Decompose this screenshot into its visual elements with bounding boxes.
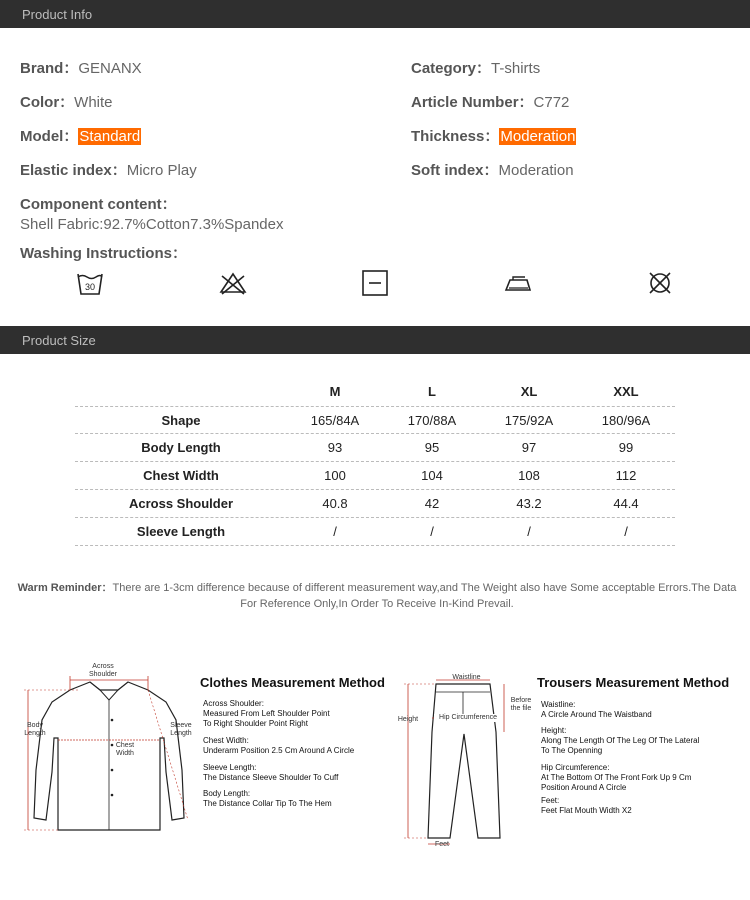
- table-row: Body Length 93 95 97 99: [75, 434, 675, 462]
- label-feet: Feet: [434, 841, 449, 848]
- label-body-length: Body Length: [24, 722, 46, 737]
- attr-soft-index: Soft index：Moderation: [411, 162, 574, 179]
- trousers-method-item: Hip Circumference: At The Bottom Of The Front Fork Up 9 Cm Position Around A Circle: [541, 763, 692, 792]
- clothes-method-item: Across Shoulder: Measured From Left Shoulder Point To Right Shoulder Point Right: [203, 699, 330, 728]
- clothes-method-item: Body Length: The Distance Collar Tip To The Hem: [203, 789, 332, 808]
- label-chest-width: Chest Width: [115, 742, 135, 757]
- product-info-title: Product Info: [22, 7, 93, 22]
- no-bleach-icon: [218, 268, 248, 298]
- size-header-m: M: [329, 384, 341, 399]
- label-before-file: Before the file: [510, 697, 532, 712]
- trousers-method-item: Feet: Feet Flat Mouth Width X2: [541, 796, 632, 815]
- svg-text:30: 30: [84, 282, 96, 292]
- label-waistline: Waistline: [452, 674, 481, 681]
- label-height: Height: [397, 716, 419, 723]
- table-row: Across Shoulder 40.8 42 43.2 44.4: [75, 490, 675, 518]
- attr-thickness: Thickness：Moderation: [411, 128, 576, 145]
- attr-brand: Brand：GENANX: [20, 60, 142, 77]
- dry-flat-icon: [360, 268, 390, 298]
- clothes-method-item: Sleeve Length: The Distance Sleeve Shoulder To Cuff: [203, 763, 339, 782]
- washing-label: Washing Instructions：: [20, 245, 187, 262]
- table-row: Shape 165/84A 170/88A 175/92A 180/96A: [75, 406, 675, 434]
- wash-30-icon: [75, 268, 105, 298]
- table-row: Sleeve Length / / / /: [75, 518, 675, 546]
- product-size-title: Product Size: [22, 333, 96, 348]
- attr-elastic-index: Elastic index：Micro Play: [20, 162, 197, 179]
- product-size-header: [0, 326, 750, 354]
- highlight-badge: Moderation: [500, 128, 576, 145]
- no-tumble-dry-icon: [645, 268, 675, 298]
- table-row: Chest Width 100 104 108 112: [75, 462, 675, 490]
- size-header-xxl: XXL: [613, 384, 639, 399]
- component-value: Shell Fabric:92.7%Cotton7.3%Spandex: [20, 216, 284, 233]
- attr-color: Color：White: [20, 94, 113, 111]
- attr-model: Model：Standard: [20, 128, 141, 145]
- clothes-method-title: Clothes Measurement Method: [200, 675, 385, 690]
- attr-category: Category：T-shirts: [411, 60, 541, 77]
- label-sleeve-length: Sleeve Length: [170, 722, 192, 737]
- label-hip: Hip Circumference: [434, 714, 502, 722]
- product-info-header: [0, 0, 750, 28]
- component-label: Component content：: [20, 196, 177, 213]
- highlight-badge: Standard: [79, 128, 141, 145]
- size-header-l: L: [428, 384, 436, 399]
- clothes-method-item: Chest Width: Underarm Position 2.5 Cm Around A Circle: [203, 736, 355, 755]
- label-across-shoulder: Across Shoulder: [88, 663, 118, 678]
- warm-reminder: Warm Reminder：There are 1-3cm difference because of different measurement way,and The Weight also have Some acceptable Errors.The Data For Reference Only,In Order To Receive In-Kind Prevail.: [17, 582, 737, 610]
- size-header-xl: XL: [520, 384, 538, 399]
- trousers-method-item: Height: Along The Length Of The Leg Of The Lateral To The Openning: [541, 726, 700, 755]
- iron-icon: [503, 268, 533, 298]
- attr-article-number: Article Number：C772: [411, 94, 570, 111]
- trousers-method-item: Waistline: A Circle Around The Waistband: [541, 700, 652, 719]
- trousers-method-title: Trousers Measurement Method: [537, 675, 730, 690]
